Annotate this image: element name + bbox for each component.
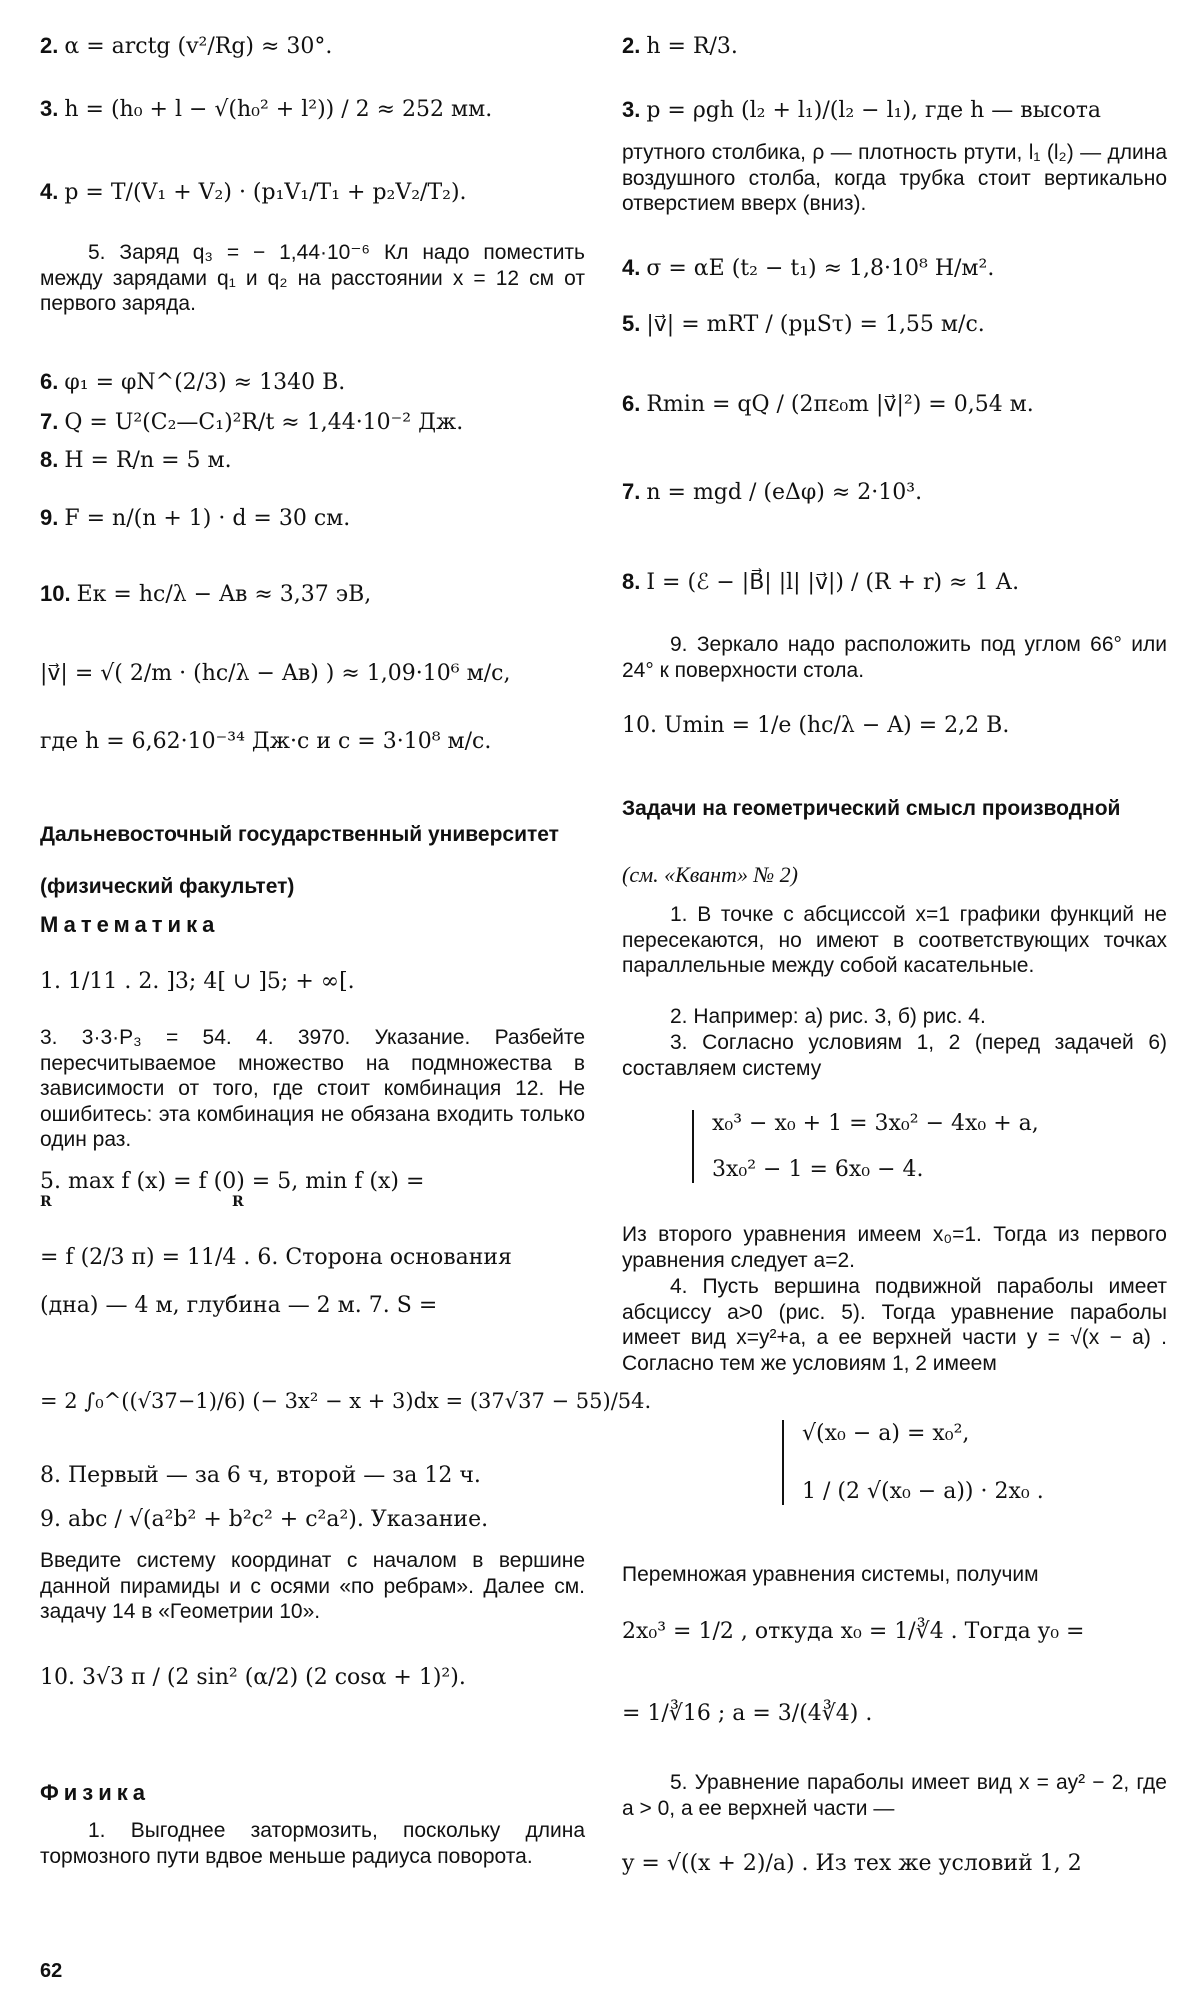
geometry-answer-3-text: Из второго уравнения имеем x₀=1. Тогда из первого уравнения следует a=2. — [622, 1223, 1167, 1272]
physics-answer-1: 1. Выгоднее затормозить, поскольку длина тормозного пути вдвое меньше радиуса поворота. — [40, 1819, 585, 1868]
answer-item: 2. α = arctg (v²/Rg) ≈ 30°. — [40, 33, 333, 59]
page-number: 62 — [40, 1960, 63, 1982]
constants-line: где h = 6,62·10⁻³⁴ Дж·с и c = 3·10⁸ м/с. — [40, 729, 492, 754]
system-line: 3x₀² − 1 = 6x₀ − 4. — [712, 1156, 924, 1182]
geometry-answer-4: 4. Пусть вершина подвижной параболы имеет абсциссу a>0 (рис. 5). Тогда уравнение параболы имеет вид x=y²+a, а ее верхней части y = √(x − a) . Согласно тем же условиям 1, 2 имеем — [622, 1275, 1167, 1375]
system-line: x₀³ − x₀ + 1 = 3x₀² − 4x₀ + a, — [712, 1111, 1039, 1136]
math-answer-3-4: 3. 3·3·P₃ = 54. 4. 3970. Указание. Разбейте пересчитываемое множество на подмножества в зависимости от того, где стоит комбинация 12. Не ошибитесь: эта комбинация не обязана входить только один раз. — [40, 1026, 585, 1152]
answer-item: 5. Заряд q₃ = − 1,44·10⁻⁶ Кл надо поместить между зарядами q₁ и q₂ на расстоянии x = 12 см от первого заряда. — [40, 241, 585, 316]
answer-item: 8. I = (ℰ − |B⃗| |l| |v⃗|) / (R + r) ≈ 1 А. — [622, 569, 1020, 595]
answer-item: 4. p = T/(V₁ + V₂) · (p₁V₁/T₁ + p₂V₂/T₂). — [40, 179, 467, 205]
math-answer-7-formula: = 2 ∫₀^((√37−1)/6) (− 3x² − x + 3)dx = (37√37 − 55)/54. — [40, 1389, 652, 1413]
answer-item: 3. p = ρgh (l₂ + l₁)/(l₂ − l₁), где h — высота — [622, 97, 1102, 123]
answer-item: 5. |v⃗| = mRT / (pμSτ) = 1,55 м/с. — [622, 311, 985, 337]
math-answer-1: 1. 1/11 . 2. ]3; 4[ ∪ ]5; + ∞[. — [40, 969, 355, 994]
math-answer-6-7: (дна) — 4 м, глубина — 2 м. 7. S = — [40, 1293, 438, 1318]
answer-item: 4. σ = αE (t₂ − t₁) ≈ 1,8·10⁸ Н/м². — [622, 255, 995, 281]
answer-item: 6. Rmin = qQ / (2πε₀m |v⃗|²) = 0,54 м. — [622, 391, 1034, 417]
answer-9: 9. Зеркало надо расположить под углом 66° или 24° к поверхности стола. — [622, 633, 1167, 682]
geometry-answer-4-result-2: = 1/∛16 ; a = 3/(4∛4) . — [622, 1701, 873, 1726]
math-answer-9-text: Введите систему координат с началом в вершине данной пирамиды и с осями «по ребрам». Далее см. задачу 14 в «Геометрии 10». — [40, 1549, 585, 1624]
physics-heading: Физика — [40, 1780, 151, 1805]
math-answer-8: 8. Первый — за 6 ч, второй — за 12 ч. — [40, 1463, 481, 1488]
geometry-answer-5: 5. Уравнение параболы имеет вид x = ay² − 2, где a > 0, а ее верхней части — — [622, 1771, 1167, 1820]
answer-item: 6. φ₁ = φN^(2/3) ≈ 1340 В. — [40, 369, 346, 395]
system-line: 1 / (2 √(x₀ − a)) · 2x₀ . — [802, 1478, 1044, 1504]
answer-10: 10. Umin = 1/e (hc/λ − A) = 2,2 В. — [622, 713, 1010, 738]
math-answer-10: 10. 3√3 π / (2 sin² (α/2) (2 cosα + 1)²). — [40, 1665, 466, 1690]
equation-system-1 — [692, 1110, 1167, 1183]
velocity-formula: |v⃗| = √( 2/m · (hc/λ − Aв) ) ≈ 1,09·10⁶ м/с, — [40, 661, 511, 686]
geometry-answer-5-formula: y = √((x + 2)/a) . Из тех же условий 1, 2 — [622, 1851, 1082, 1876]
university-heading: Дальневосточный государственный университет — [40, 823, 559, 846]
answer-item: 9. F = n/(n + 1) · d = 30 см. — [40, 505, 351, 531]
geometry-answer-4-text: Перемножая уравнения системы, получим — [622, 1563, 1039, 1586]
answer-item: 7. n = mgd / (eΔφ) ≈ 2·10³. — [622, 479, 923, 505]
geometry-answer-4-result-1: 2x₀³ = 1/2 , откуда x₀ = 1/∛4 . Тогда y₀ = — [622, 1619, 1085, 1644]
geometry-answer-3: 3. Согласно условиям 1, 2 (перед задачей 6) составляем систему — [622, 1031, 1167, 1080]
answer-item: 2. h = R/3. — [622, 33, 738, 59]
geometry-answer-1: 1. В точке с абсциссой x=1 графики функций не пересекаются, но имеют в соответствующих точках параллельные между собой касательные. — [622, 903, 1167, 978]
math-heading: Математика — [40, 912, 220, 937]
math-answer-5: 5. max f (x) = f (0) = 5, min f (x) = — [40, 1169, 425, 1194]
answer-item: 8. H = R/n = 5 м. — [40, 447, 232, 473]
answer-item: 10. Eк = hc/λ − Aв ≈ 3,37 эВ, — [40, 581, 372, 607]
faculty-heading: (физический факультет) — [40, 875, 295, 898]
answer-item: 3. h = (h₀ + l − √(h₀² + l²)) / 2 ≈ 252 мм. — [40, 96, 493, 122]
math-answer-5-cont: = f (2/3 π) = 11/4 . 6. Сторона основания — [40, 1245, 512, 1270]
geometry-reference: (см. «Квант» № 2) — [622, 862, 799, 887]
geometry-answer-2: 2. Например: а) рис. 3, б) рис. 4. — [670, 1005, 986, 1028]
answer-3-text: ртутного столбика, ρ — плотность ртути, l₁ (l₂) — длина воздушного столба, когда трубка стоит вертикально отверстием вверх (вниз). — [622, 141, 1167, 216]
math-answer-9: 9. abc / √(a²b² + b²c² + c²a²). Указание. — [40, 1507, 489, 1532]
geometry-heading: Задачи на геометрический смысл производной — [622, 797, 1121, 820]
math-answer-5-subscript: R R — [40, 1194, 244, 1210]
system-line: √(x₀ − a) = x₀², — [802, 1421, 970, 1446]
equation-system-2 — [782, 1420, 1167, 1505]
answer-item: 7. Q = U²(C₂—C₁)²R/t ≈ 1,44·10⁻² Дж. — [40, 409, 464, 435]
